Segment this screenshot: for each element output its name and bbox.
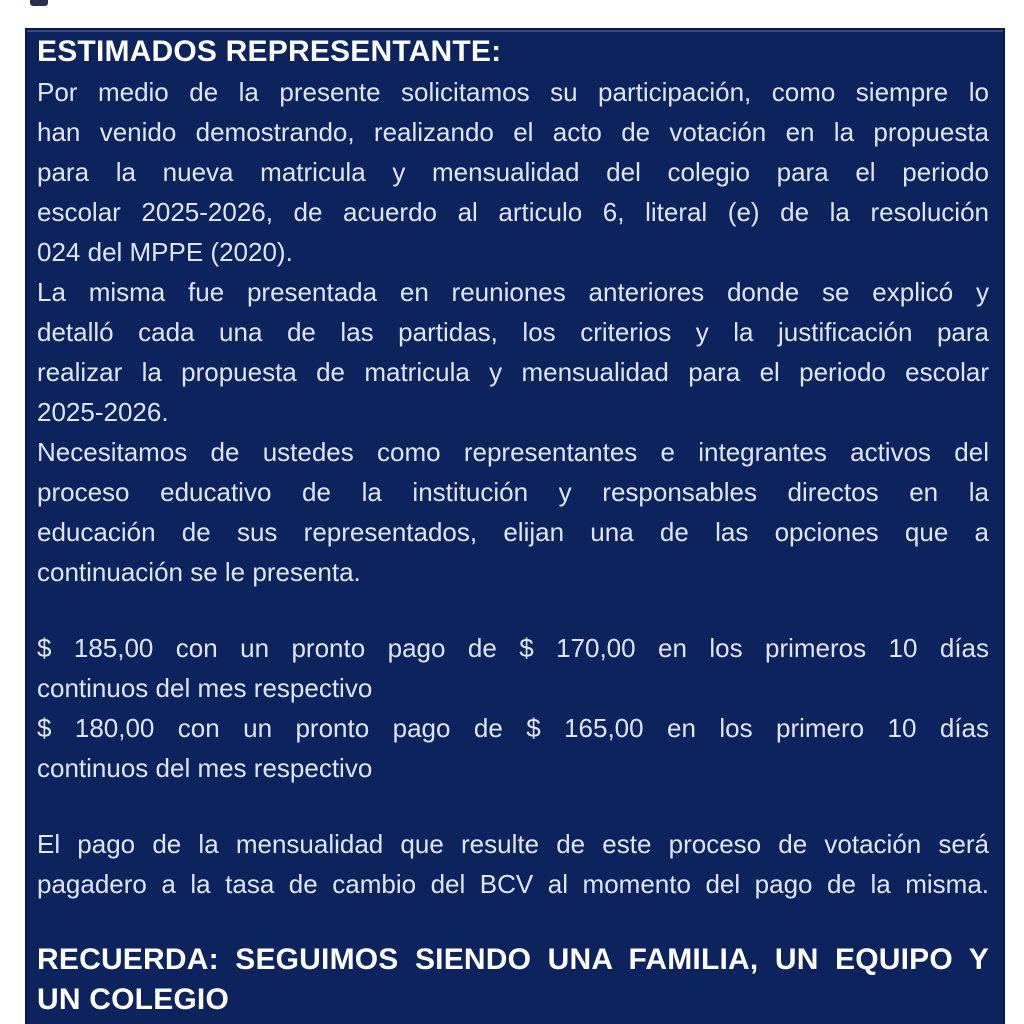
top-edge-artifact [30,0,48,6]
text-line: El pago de la mensualidad que resulte de este proceso de votación será [37,829,989,859]
body-paragraph [37,72,989,272]
body-paragraph [37,628,989,708]
text-line: para la nueva matricula y mensualidad del colegio para el periodo [37,157,989,187]
heading-paragraph [37,32,989,72]
text-line: realizar la propuesta de matricula y mensualidad para el periodo escolar [37,357,989,387]
text-line: continuos del mes respectivo [37,673,373,703]
text-line: educación de sus representados, elijan una de las opciones que a [37,517,989,547]
paragraph-spacer [37,904,989,940]
text-line: 024 del MPPE (2020). [37,237,293,267]
text-line: Necesitamos de ustedes como representantes e integrantes activos del [37,437,989,467]
text-line: ESTIMADOS REPRESENTANTE: [37,35,502,68]
text-line: RECUERDA: SEGUIMOS SIENDO UNA FAMILIA, UN EQUIPO Y [37,943,989,976]
body-paragraph [37,432,989,592]
text-line: escolar 2025-2026, de acuerdo al articulo 6, literal (e) de la resolución [37,197,989,227]
text-line: continuos del mes respectivo [37,753,373,783]
paragraph-spacer [37,592,989,628]
text-line: continuación se le presenta. [37,557,361,587]
text-line: $ 185,00 con un pronto pago de $ 170,00 en los primeros 10 días [37,633,989,663]
text-line: La misma fue presentada en reuniones anteriores donde se explicó y [37,277,989,307]
text-line: UN COLEGIO [37,983,230,1016]
body-paragraph [37,824,989,904]
text-line: $ 180,00 con un pronto pago de $ 165,00 en los primero 10 días [37,713,989,743]
heading-paragraph [37,940,989,1020]
text-line: 2025-2026. [37,397,169,427]
text-line: proceso educativo de la institución y responsables directos en la [37,477,989,507]
text-line: Por medio de la presente solicitamos su participación, como siempre lo [37,77,989,107]
text-line: detalló cada una de las partidas, los criterios y la justificación para [37,317,989,347]
notice-panel [25,28,1005,1024]
text-line: han venido demostrando, realizando el acto de votación en la propuesta [37,117,989,147]
text-line: pagadero a la tasa de cambio del BCV al momento del pago de la misma. [37,869,989,899]
paragraph-spacer [37,788,989,824]
body-paragraph [37,708,989,788]
body-paragraph [37,272,989,432]
